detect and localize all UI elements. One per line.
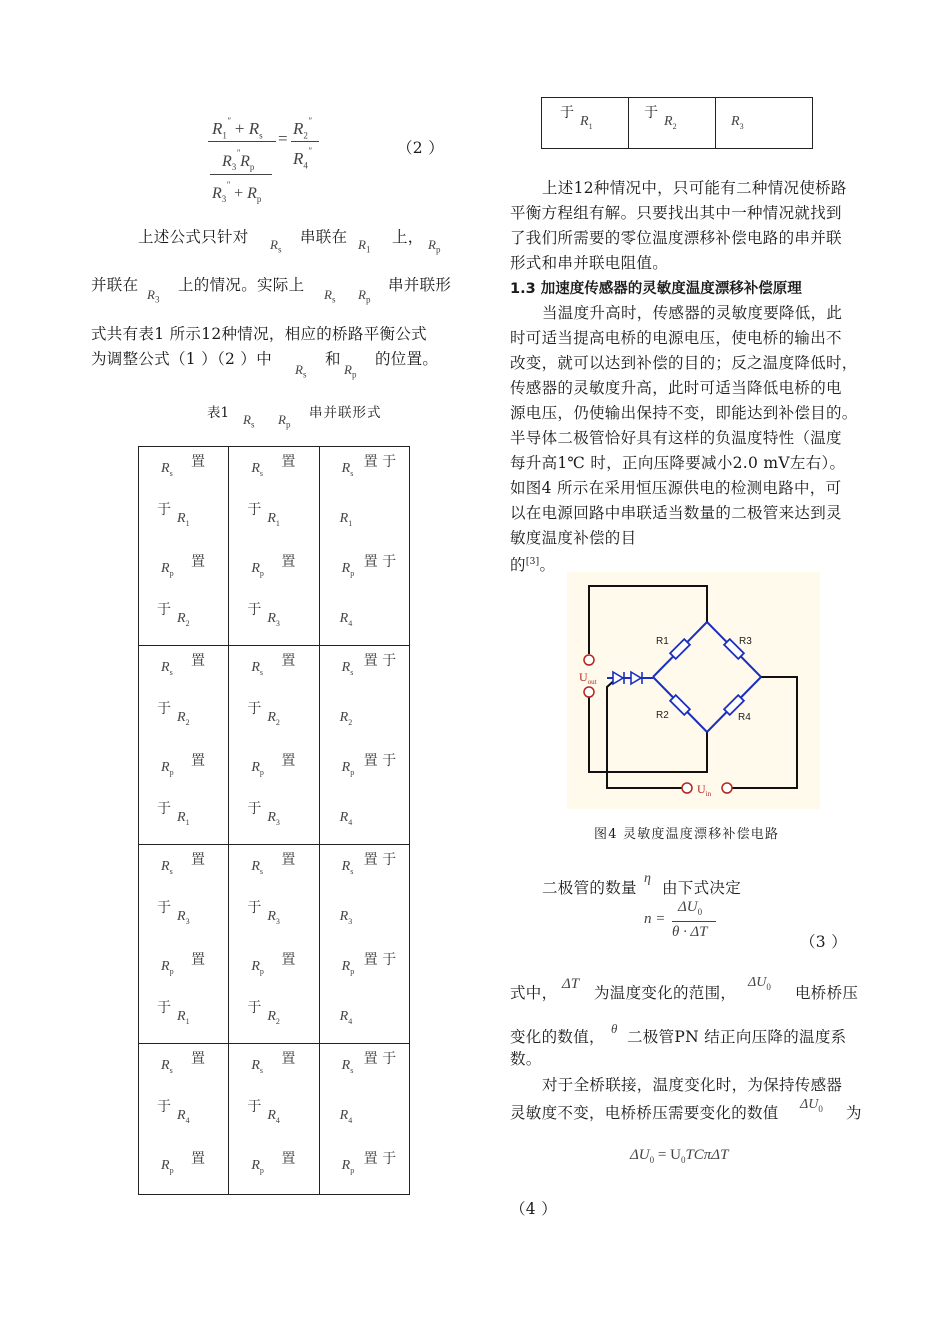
cell-yu-2: 于 [157, 602, 171, 618]
lp-line2-b: 上的情况。实际上 [178, 276, 305, 294]
cell-rp-target: $R_1$ [177, 1009, 190, 1026]
explain3: 数。 [510, 1050, 542, 1068]
cell-rs: $R_s$ [251, 660, 264, 677]
cell-zhi: 置 [281, 852, 296, 868]
cell-zhi: 置 [281, 454, 296, 470]
trt-yu-2: 于 [644, 105, 658, 121]
label-uin: $U_{in}$ [697, 782, 712, 798]
diode-line-b: 由下式决定 [662, 879, 742, 897]
label-r2: R2 [656, 710, 669, 721]
cell-zhi-2: 置 [281, 753, 296, 769]
explain1-a: 式中， [510, 984, 558, 1002]
cell-rp: $R_p$ [341, 561, 355, 578]
figure-caption: 图4 灵敏度温度漂移补偿电路 [594, 827, 780, 842]
cell-rs-target: $R_3$ [177, 909, 190, 926]
trt-yu-1: 于 [560, 105, 574, 121]
rp2-line-10: 的[3]。 [510, 556, 556, 575]
cell-rs: $R_s$ [341, 660, 354, 677]
table1-cell [139, 646, 229, 845]
var-rs-3: $R_s$ [295, 362, 307, 380]
cell-yu: 于 [157, 502, 171, 518]
para3-line2-a: 灵敏度不变，电桥桥压需要变化的数值 [510, 1104, 779, 1122]
table1-caption-rp: $R_p$ [278, 412, 291, 430]
table1-row [139, 646, 410, 845]
uin-terminal-right [722, 783, 732, 793]
cell-rs-target: $R_2$ [267, 710, 280, 727]
cell-zhi: 置 [191, 1051, 205, 1067]
eq2-fraction-bar [208, 141, 276, 142]
explain1-dT: ΔT [562, 976, 580, 992]
cell-rs: $R_s$ [251, 1058, 264, 1075]
cell-rs: $R_s$ [161, 1058, 173, 1075]
cell-rp-target: $R_2$ [177, 611, 190, 628]
uin-terminal-left [682, 783, 692, 793]
section-heading: 1.3 加速度传感器的灵敏度温度漂移补偿原理 [510, 281, 802, 297]
var-eta: η [644, 871, 651, 886]
lp-line4-c: 的位置。 [375, 350, 439, 368]
explain2-a: 变化的数值， [510, 1028, 605, 1046]
label-r1: R1 [656, 636, 669, 647]
eq2-right-num: $R_2^"$ [293, 116, 312, 141]
table1-row [139, 447, 410, 646]
lp-line4-b: 和 [325, 350, 341, 368]
lp-line2-c: 串并联形 [388, 276, 452, 294]
cell-rs-target: $R_4$ [339, 1108, 353, 1125]
lp-line3: 式共有表1 所示12种情况，相应的桥路平衡公式 [91, 325, 427, 343]
para3-line1: 对于全桥联接，温度变化时，为保持传感器 [542, 1076, 843, 1094]
cell-zhi-2: 置 于 [363, 554, 397, 570]
cell-rp: $R_p$ [161, 1158, 174, 1175]
cell-rp: $R_p$ [251, 561, 264, 578]
cell-zhi: 置 [191, 454, 205, 470]
eq2-inner-bar [210, 174, 272, 175]
table1-caption-rs: $R_s$ [243, 412, 255, 430]
cell-rp-target: $R_1$ [177, 810, 190, 827]
cell-yu: 于 [247, 701, 262, 717]
rp1-line-2: 了我们所需要的零位温度漂移补偿电路的串并联 [510, 229, 842, 247]
cell-zhi: 置 于 [363, 852, 397, 868]
cell-zhi: 置 [191, 852, 205, 868]
cell-zhi: 置 [191, 653, 205, 669]
cell-rs: $R_s$ [251, 461, 264, 478]
cell-rp: $R_p$ [161, 760, 174, 777]
top-right-table-divider-1 [628, 98, 629, 148]
cell-rs: $R_s$ [341, 859, 354, 876]
table1 [138, 446, 410, 1195]
table1-cell [319, 646, 409, 845]
uout-terminal-bottom [584, 687, 594, 697]
cell-rs-target: $R_1$ [339, 511, 353, 528]
table1-cell [139, 1044, 229, 1195]
cell-zhi-2: 置 [191, 753, 205, 769]
rp2-line-0: 当温度升高时，传感器的灵敏度要降低，此 [542, 304, 843, 322]
cell-yu-2: 于 [157, 801, 171, 817]
label-r3: R3 [739, 636, 752, 647]
lp-line1-c: 上， [392, 228, 424, 246]
explain1-b: 为温度变化的范围， [594, 984, 737, 1002]
var-rp: $R_p$ [428, 237, 441, 255]
cell-rp: $R_p$ [251, 959, 264, 976]
cell-zhi-2: 置 [191, 1151, 205, 1167]
cell-rp-target: $R_4$ [339, 1009, 353, 1026]
rp2-line-7: 如图4 所示在采用恒压源供电的检测电路中，可 [510, 479, 842, 497]
table1-caption-a: 表1 [207, 405, 230, 421]
eq3-lhs: n = [644, 911, 666, 927]
eq2-equals: = [278, 129, 288, 148]
cell-zhi: 置 于 [363, 653, 397, 669]
var-rs: $R_s$ [270, 237, 282, 255]
rp2-line-4: 源电压，仍使输出保持不变，即能达到补偿目的。 [510, 404, 858, 422]
eq2-num-left: $R_1^" + R_s$ [212, 116, 263, 141]
circuit-background [567, 572, 820, 809]
var-rp-3: $R_p$ [344, 362, 357, 380]
cell-yu: 于 [247, 900, 262, 916]
circuit-diagram [567, 572, 820, 809]
cell-yu: 于 [157, 900, 171, 916]
cell-rp-target: $R_4$ [339, 810, 353, 827]
table1-cell [139, 447, 229, 646]
eq2-right-bar [291, 141, 319, 142]
eq2-den-top: $R_3^"R_p$ [222, 148, 255, 173]
rp2-line-1: 时可适当提高电桥的电源电压，使电桥的输出不 [510, 329, 842, 347]
cell-zhi-2: 置 [191, 554, 205, 570]
cell-yu: 于 [157, 1099, 171, 1115]
eq2-right-den: $R_4^"$ [293, 146, 312, 171]
explain1-dU: $\Delta U_0$ [748, 975, 771, 992]
rp1-line-0: 上述12种情况中，只可能有二种情况使桥路 [542, 179, 847, 197]
label-r4: R4 [738, 712, 751, 723]
explain2-theta: θ [611, 1021, 618, 1036]
trt-r3: $R_3$ [731, 114, 744, 131]
rp2-line-9: 敏度温度补偿的目 [510, 529, 637, 547]
table1-cell [319, 1044, 409, 1195]
cell-rs-target: $R_2$ [177, 710, 190, 727]
cell-zhi-2: 置 于 [363, 1151, 397, 1167]
cell-rp-target: $R_3$ [267, 611, 280, 628]
cell-zhi-2: 置 于 [363, 952, 397, 968]
table1-cell [229, 447, 319, 646]
eq4-number: （4 ） [510, 1200, 557, 1218]
table1-caption-b: 串并联形式 [309, 405, 382, 421]
lp-line1-a: 上述公式只针对 [138, 228, 249, 246]
cell-rs: $R_s$ [341, 461, 354, 478]
cell-rs-target: $R_3$ [339, 909, 353, 926]
eq3-number: （3 ） [800, 933, 847, 951]
cell-rs: $R_s$ [161, 660, 173, 677]
table1-cell [319, 447, 409, 646]
eq2-den-bottom: $R_3^" + R_p$ [212, 180, 262, 205]
cell-rs: $R_s$ [251, 859, 264, 876]
table1-cell [229, 1044, 319, 1195]
cell-rs-target: $R_4$ [177, 1108, 190, 1125]
cell-yu: 于 [247, 502, 262, 518]
table1-cell [319, 845, 409, 1044]
cell-rp: $R_p$ [341, 1158, 355, 1175]
diode-line-a: 二极管的数量 [542, 879, 637, 897]
table1-cell [229, 646, 319, 845]
cell-rs-target: $R_1$ [177, 511, 190, 528]
cell-zhi-2: 置 [281, 952, 296, 968]
cell-yu-2: 于 [247, 801, 262, 817]
cell-rp-target: $R_2$ [267, 1009, 280, 1026]
cell-rp: $R_p$ [341, 760, 355, 777]
cell-rp: $R_p$ [251, 760, 264, 777]
cell-rp-target: $R_3$ [267, 810, 280, 827]
eq2-number: （2 ） [397, 139, 444, 157]
cell-rs: $R_s$ [161, 859, 173, 876]
cell-zhi: 置 于 [363, 1051, 397, 1067]
eq3-den: θ · ΔT [672, 924, 708, 940]
rp2-line-8: 以在电源回路中串联适当数量的二极管来达到灵 [510, 504, 842, 522]
lp-line2-a: 并联在 [91, 276, 139, 294]
cell-zhi-2: 置 [281, 554, 296, 570]
var-r1: $R_1$ [358, 237, 371, 255]
rp1-line-1: 平衡方程组有解。只要找出其中一种情况就找到 [510, 204, 842, 222]
trt-r1: $R_1$ [580, 114, 593, 131]
cell-rp: $R_p$ [161, 959, 174, 976]
rp2-line-6: 每升高1℃ 时，正向压降要减小2.0 mV左右）。 [510, 454, 846, 472]
explain1-c: 电桥桥压 [795, 984, 859, 1002]
rp2-line-2: 改变，就可以达到补偿的目的；反之温度降低时， [510, 354, 858, 372]
rp1-line-3: 形式和串并联电阻值。 [510, 254, 669, 272]
cell-rs-target: $R_1$ [267, 511, 280, 528]
var-rs-2: $R_s$ [324, 287, 336, 305]
para3-line2-b: 为 [846, 1104, 862, 1122]
eq3-num: $\Delta U_0$ [678, 899, 703, 917]
var-rp-2: $R_p$ [358, 287, 371, 305]
top-right-table [541, 97, 813, 149]
para3-dU: $\Delta U_0$ [800, 1097, 823, 1114]
rp2-line-5: 半导体二极管恰好具有这样的负温度特性（温度 [510, 429, 842, 447]
cell-rp-target: $R_4$ [339, 611, 353, 628]
cell-yu: 于 [247, 1099, 262, 1115]
explain2-b: 二极管PN 结正向压降的温度系 [627, 1028, 847, 1046]
uout-terminal-top [584, 655, 594, 665]
cell-rs-target: $R_4$ [267, 1108, 280, 1125]
cell-zhi: 置 于 [363, 454, 397, 470]
table1-row [139, 845, 410, 1044]
cell-rp: $R_p$ [161, 561, 174, 578]
cell-zhi: 置 [281, 1051, 296, 1067]
top-right-table-divider-2 [715, 98, 716, 148]
cell-rs-target: $R_3$ [267, 909, 280, 926]
lp-line1-b: 串联在 [300, 228, 348, 246]
cell-yu-2: 于 [247, 1000, 262, 1016]
trt-r2: $R_2$ [664, 114, 677, 131]
cell-zhi-2: 置 [281, 1151, 296, 1167]
var-r3: $R_3$ [147, 287, 160, 305]
label-uout: $U_{out}$ [579, 670, 597, 686]
cell-zhi: 置 [281, 653, 296, 669]
cell-rs: $R_s$ [161, 461, 173, 478]
cell-rs: $R_s$ [341, 1058, 354, 1075]
cell-yu-2: 于 [247, 602, 262, 618]
cell-zhi-2: 置 于 [363, 753, 397, 769]
cell-rs-target: $R_2$ [339, 710, 353, 727]
equation-4: $\Delta U_0 = U_0TC\pi\Delta T$ [630, 1147, 729, 1165]
cell-rp: $R_p$ [251, 1158, 264, 1175]
lp-line4-a: 为调整公式（1 ）（2 ）中 [91, 350, 273, 368]
table1-row [139, 1044, 410, 1195]
cell-rp: $R_p$ [341, 959, 355, 976]
cell-zhi-2: 置 [191, 952, 205, 968]
table1-cell [139, 845, 229, 1044]
rp2-line-3: 传感器的灵敏度升高，此时可适当降低电桥的电 [510, 379, 842, 397]
eq3-bar [672, 921, 716, 922]
cell-yu-2: 于 [157, 1000, 171, 1016]
cell-yu: 于 [157, 701, 171, 717]
table1-cell [229, 845, 319, 1044]
